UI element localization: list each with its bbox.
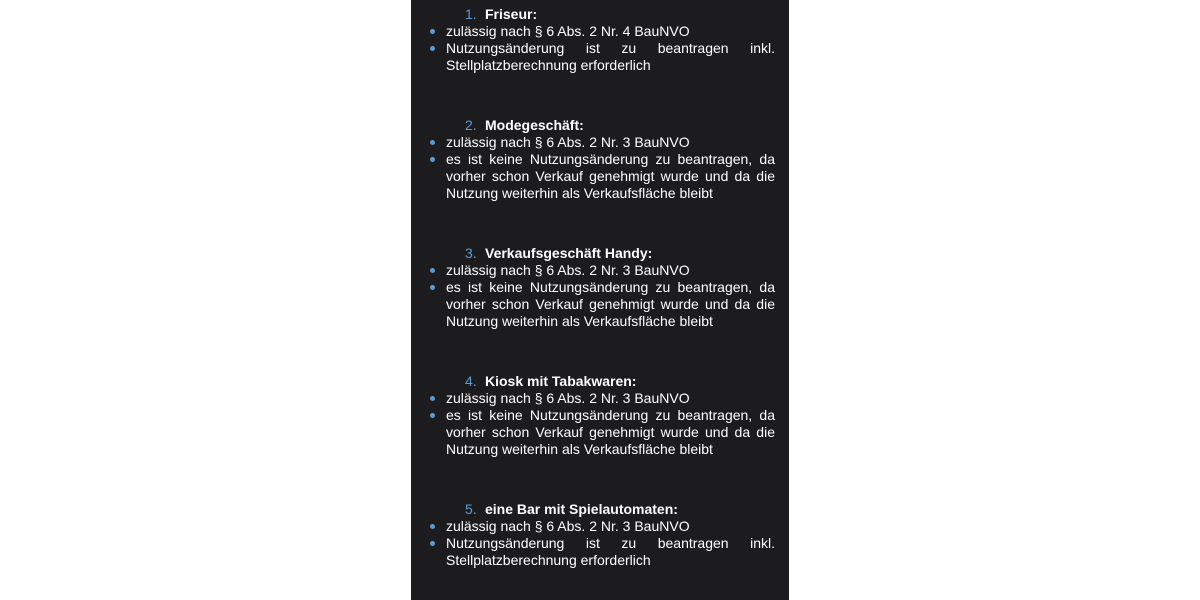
bullet-dot-icon (430, 413, 435, 418)
bullet-list (411, 262, 789, 330)
bullet-text: es ist keine Nutzungsänderung zu beantragen, da vorher schon Verkauf genehmigt wurde und da die Nutzung weiterhin als Verkaufsfläche bleibt (446, 279, 775, 329)
bullet-dot-icon (430, 541, 435, 546)
bullet-item (411, 535, 789, 569)
section-heading (465, 245, 789, 262)
bullet-text: zulässig nach § 6 Abs. 2 Nr. 4 BauNVO (446, 23, 690, 39)
bullet-item (411, 134, 789, 151)
bullet-dot-icon (430, 268, 435, 273)
bullet-text: Nutzungsänderung ist zu beantragen inkl. Stellplatzberechnung erforderlich (446, 40, 775, 73)
bullet-list (411, 134, 789, 202)
list-item-5 (411, 501, 789, 569)
list-item-2 (411, 117, 789, 202)
bullet-text: es ist keine Nutzungsänderung zu beantragen, da vorher schon Verkauf genehmigt wurde und da die Nutzung weiterhin als Verkaufsfläche bleibt (446, 151, 775, 201)
section-title: eine Bar mit Spielautomaten: (485, 501, 678, 517)
section-heading (465, 6, 789, 23)
bullet-dot-icon (430, 524, 435, 529)
bullet-text: zulässig nach § 6 Abs. 2 Nr. 3 BauNVO (446, 390, 690, 406)
list-number: 5. (465, 501, 477, 517)
bullet-text: zulässig nach § 6 Abs. 2 Nr. 3 BauNVO (446, 262, 690, 278)
list-item-1 (411, 6, 789, 74)
list-number: 1. (465, 6, 477, 22)
list-item-3 (411, 245, 789, 330)
bullet-dot-icon (430, 285, 435, 290)
list-item-4 (411, 373, 789, 458)
section-heading (465, 373, 789, 390)
section-heading (465, 117, 789, 134)
list-number: 3. (465, 245, 477, 261)
bullet-list (411, 390, 789, 458)
bullet-item (411, 23, 789, 40)
section-title: Kiosk mit Tabakwaren: (485, 373, 637, 389)
bullet-text: zulässig nach § 6 Abs. 2 Nr. 3 BauNVO (446, 134, 690, 150)
bullet-list (411, 518, 789, 569)
list-number: 2. (465, 117, 477, 133)
bullet-dot-icon (430, 396, 435, 401)
bullet-item (411, 518, 789, 535)
bullet-list (411, 23, 789, 74)
bullet-item (411, 151, 789, 202)
bullet-text: zulässig nach § 6 Abs. 2 Nr. 3 BauNVO (446, 518, 690, 534)
section-title: Friseur: (485, 6, 538, 22)
section-title: Verkaufsgeschäft Handy: (485, 245, 653, 261)
bullet-item (411, 390, 789, 407)
bullet-text: es ist keine Nutzungsänderung zu beantragen, da vorher schon Verkauf genehmigt wurde und da die Nutzung weiterhin als Verkaufsfläche bleibt (446, 407, 775, 457)
bullet-dot-icon (430, 29, 435, 34)
bullet-dot-icon (430, 157, 435, 162)
bullet-item (411, 279, 789, 330)
document-panel (411, 0, 789, 600)
bullet-item (411, 407, 789, 458)
bullet-item (411, 40, 789, 74)
list-number: 4. (465, 373, 477, 389)
section-title: Modegeschäft: (485, 117, 584, 133)
bullet-item (411, 262, 789, 279)
section-heading (465, 501, 789, 518)
bullet-dot-icon (430, 46, 435, 51)
bullet-text: Nutzungsänderung ist zu beantragen inkl. Stellplatzberechnung erforderlich (446, 535, 775, 568)
bullet-dot-icon (430, 140, 435, 145)
